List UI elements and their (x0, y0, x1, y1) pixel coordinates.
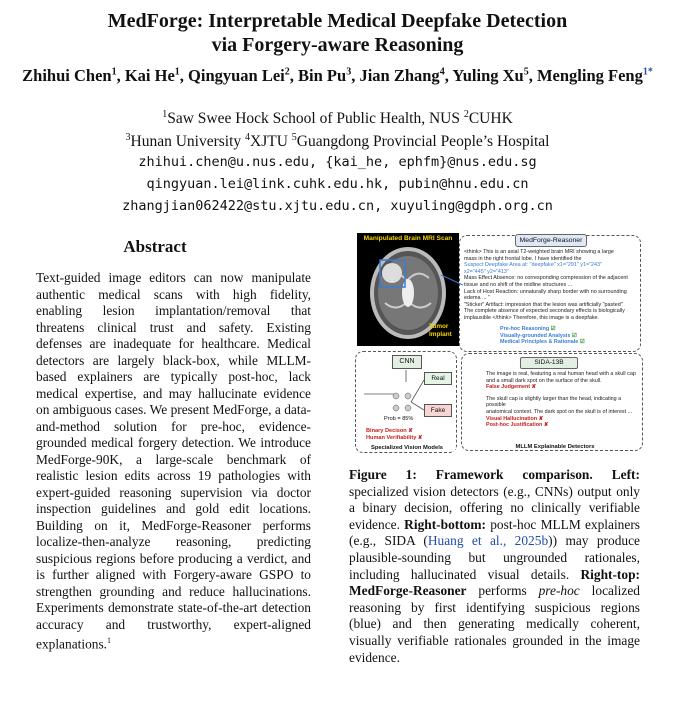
cross-icon: ✘ (408, 428, 413, 434)
caption-bold: Framework comparison. (435, 467, 593, 482)
citation-link[interactable]: Huang et al., 2025b (427, 533, 549, 549)
author-name-text: Zhihui Chen (22, 66, 112, 85)
affil-gdph: Guangdong Provincial People’s Hospital (296, 133, 550, 151)
sida-panel (461, 353, 643, 451)
author-name (359, 66, 444, 85)
cnn-cross-text: Binary Decison (366, 428, 407, 434)
author-name (537, 66, 653, 85)
cross-icon: ✘ (543, 422, 549, 429)
email-line-2[interactable]: qingyuan.lei@link.cuhk.edu.hk, pubin@hnu.edu.cn (146, 176, 529, 192)
affil-sup: 5 (291, 132, 297, 143)
cross-icon: ✘ (531, 384, 537, 391)
sida-cross-text: Visual Hallucination (486, 415, 538, 422)
reasoner-line: <think> This is an axial T2-weighted brain MRI showing a large (464, 249, 614, 255)
affil-sup: 3 (125, 132, 131, 143)
cnn-label: CNN (392, 355, 422, 369)
caption-text: localized reasoning by first identifying suspicious regions (blue) and then generating medically coherent, visually verifiable rationales grounded in the image evidence. (349, 583, 640, 665)
reasoner-line: The complete absence of expected secondary effects is biologically (464, 308, 625, 315)
mri-title: Manipulated Brain MRI Scan (363, 235, 453, 242)
email-line-1[interactable]: zhihui.chen@u.nus.edu, {kai_he, ephfm}@nus.edu.sg (138, 154, 537, 170)
reasoner-panel (459, 235, 641, 352)
author-name (188, 66, 290, 85)
author-affil-sup: 1* (642, 66, 653, 78)
figure-caption (349, 467, 640, 666)
caption-text: specialized vision detectors (e.g., CNNs) output only a binary decision, offering no clinically verifiable evidence. (349, 483, 640, 532)
sida-line: anatomical context. The dark spot on the skull is of interest ... (486, 408, 633, 415)
cnn-cross-1 (366, 428, 456, 435)
vision-caption: Specialized Vision Models (359, 445, 455, 451)
caption-left: Left: (611, 467, 640, 482)
mllm-caption: MLLM Explainable Detectors (505, 444, 605, 450)
affil-sup: 4 (245, 132, 251, 143)
sida-false-text: False Judgement (486, 384, 531, 391)
author-affil-sup: 5 (523, 66, 529, 78)
caption-italic: pre-hoc (538, 583, 580, 599)
affil-nus: Saw Swee Hock School of Public Health, NUS (167, 110, 464, 128)
author-affil-sup: 3 (346, 66, 352, 78)
prob-label: Prob = 85% (384, 416, 414, 422)
reasoner-check-text: Visually-grounded Analysis (500, 332, 571, 339)
cnn-panel (355, 351, 457, 453)
sida-line: and a small dark spot on the surface of the skull. (486, 377, 602, 384)
affil-xjtu: XJTU (250, 133, 292, 151)
author-affil-sup: 1 (111, 66, 117, 78)
sida-cross-text: Post-hoc Justification (486, 422, 543, 429)
reasoner-title: MedForge-Reasoner (515, 234, 587, 247)
reasoner-checks (500, 326, 640, 346)
caption-text: performs (466, 583, 539, 599)
email-line-3[interactable]: zhangjian062422@stu.xjtu.edu.cn, xuyuling@gdph.org.cn (122, 198, 553, 214)
cross-icon: ✘ (538, 415, 544, 422)
cnn-cross-2 (366, 435, 456, 442)
affil-cuhk: CUHK (468, 110, 513, 128)
abstract-body (36, 270, 311, 653)
author-name (452, 66, 528, 85)
sida-cross-2 (486, 422, 641, 429)
reasoner-line: tissue and no shift of the midline structures ... (464, 281, 573, 288)
author-affil-sup: 1 (174, 66, 180, 78)
reasoner-line: "Sticker" Artifact: impression that the lesion was artificially "pasted" (464, 301, 623, 308)
caption-fig-label: Figure 1: (349, 467, 417, 482)
check-icon: ☑ (549, 326, 556, 332)
paper-title (0, 9, 675, 57)
author-affil-sup: 4 (439, 66, 445, 78)
figure-1 (355, 233, 642, 455)
reasoner-check-text: Medical Principles & Rationale (500, 339, 579, 346)
check-icon: ☑ (570, 332, 577, 339)
reasoner-line: implausible </think> Therefore, this image is a deepfake. (464, 314, 600, 321)
sida-line: The image is real, featuring a real human head with a skull cap (486, 371, 636, 377)
reasoner-line: Mass Effect Absence: no corresponding compression of the adjacent (464, 275, 628, 282)
connector-arrow (441, 273, 465, 293)
check-icon: ☑ (578, 339, 585, 346)
caption-text: post-hoc MLLM explainers (e.g., SIDA ( (349, 516, 640, 549)
affil-hnu: Hunan University (130, 133, 246, 151)
real-label: Real (424, 372, 452, 385)
sida-cross-1 (486, 416, 641, 423)
caption-right-bottom: Right-bottom: (404, 516, 486, 532)
reasoner-line: x2="445" y2="413" (464, 268, 509, 275)
caption-right-top: Right-top: MedForge-Reasoner (349, 566, 640, 599)
author-name-text: Qingyuan Lei (188, 66, 285, 85)
reasoner-check-text: Pre-hoc Reasoning (500, 326, 550, 332)
reasoner-line: Lack of Host Reaction: unnaturally sharp border with no surrounding (464, 288, 627, 295)
abstract-text: Text-guided image editors can now manipulate authentic medical scans with high fidelity, enabling lesion implantation/removal that threatens clinical trust and safety. Existing defenses are inadequate for healthcare. Medical detectors are largely black-box, while MLLM-based explainers are typically post-hoc, lack medical expertise, and may hallucinate evidence on ambiguous cases. We present MedForge, a data-and-method solution for pre-hoc, evidence-grounded medical forgery detection. We introduce MedForge-90K, a large-scale benchmark of realistic lesion edits across 19 pathologies with expert-guided reasoning supervision via doctor inspection guidelines and gold edit locations. Building on it, MedForge-Reasoner performs localize-then-analyze reasoning, predicting suspicious regions before producing a verdict, and is further aligned with Forgery-aware GSPO to strengthen grounding and reduce hallucinations. Experiments demonstrate state-of-the-art detection accuracy and trustworthy, expert-aligned explanations. (36, 270, 311, 652)
author-list: Zhihui Chen$^1$, Kai He$^1$, Qingyuan Lei$^2$, Bin Pu$^3$, Jian Zhang$^4$, Yuling Xu$^5$, Mengling Feng$^{1*}$ (22, 66, 653, 85)
author-name-text: Mengling Feng (536, 66, 643, 85)
reasoner-check (500, 333, 640, 340)
title-line-2: via Forgery-aware Reasoning (211, 34, 464, 56)
sida-text (486, 371, 641, 429)
author-name-text: Yuling Xu (452, 66, 524, 85)
reasoner-line: Suspect Deepfake Area at: "deepfake" x1="291" y1="243" (464, 262, 602, 269)
cnn-crosses (366, 428, 456, 442)
tumor-label: Tumor Implant (429, 323, 452, 338)
reasoner-line: mass in the right frontal lobe. I have identified the (464, 255, 582, 262)
affiliation-line-2 (0, 128, 675, 152)
sida-line: The skull cap is slightly larger than the head, indicating a possible (486, 395, 622, 409)
author-name (298, 66, 351, 85)
author-name (22, 66, 116, 85)
affil-sup: 1 (162, 109, 168, 120)
affil-sup: 2 (463, 109, 469, 120)
sida-false-judgement (486, 384, 641, 391)
sida-title: SIDA-13B (520, 357, 578, 369)
reasoner-check (500, 326, 640, 333)
reasoner-text (464, 249, 638, 322)
author-affil-sup: 2 (284, 66, 290, 78)
author-name (125, 66, 180, 85)
cross-icon: ✘ (417, 435, 423, 441)
caption-text: )) may produce plausible-sounding but ungrounded rationales, including hallucinated visual details. (349, 533, 640, 582)
reasoner-line: edema ... " (464, 295, 490, 302)
affiliation-line-1 (0, 105, 675, 129)
reasoner-check (500, 339, 640, 346)
footnote-marker[interactable]: 1 (107, 636, 112, 645)
abstract-heading: Abstract (123, 237, 187, 256)
author-name-text: Kai He (124, 66, 175, 85)
author-name-text: Jian Zhang (359, 66, 440, 85)
author-name-text: Bin Pu (298, 66, 347, 85)
fake-label: Fake (424, 404, 452, 417)
title-line-1: MedForge: Interpretable Medical Deepfake Detection (107, 10, 568, 32)
cnn-cross-text: Human Verifiability (366, 435, 417, 441)
